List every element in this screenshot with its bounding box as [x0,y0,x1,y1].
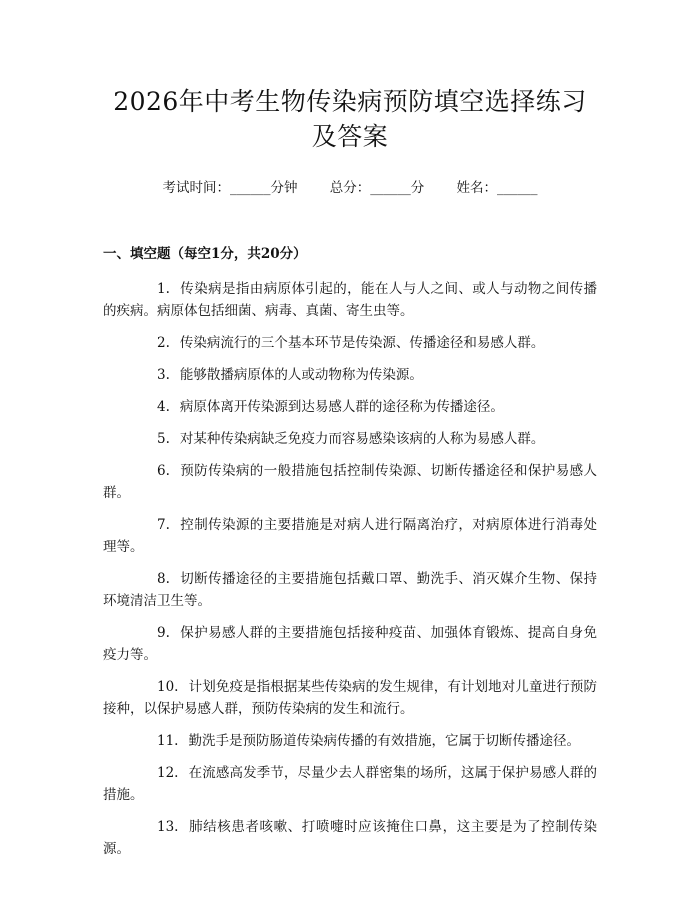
question-item [103,428,597,450]
question-item [103,364,597,386]
question-item [103,762,597,806]
question-item [103,278,597,322]
section-heading: 一、填空题（每空1分，共20分） [103,246,307,262]
exam-meta [103,178,597,198]
question-item [103,816,597,860]
question-text: 能够散播病原体的人或动物称为传染源。 [179,367,423,383]
name-label: 姓名：______ [456,180,538,196]
question-number: 4. [157,399,170,415]
document-title: 2026年中考生物传染病预防填空选择练习及答案 [113,87,587,151]
question-number: 3. [157,367,170,383]
question-number: 10. [157,679,179,695]
question-number: 8. [157,571,170,587]
question-number: 12. [157,765,179,781]
total-score-label: 总分：______分 [329,180,425,196]
question-text: 传染病流行的三个基本环节是传染源、传播途径和易感人群。 [179,335,545,351]
question-item [103,676,597,720]
question-text: 对某种传染病缺乏免疫力而容易感染该病的人称为易感人群。 [179,431,545,447]
question-number: 6. [157,463,170,479]
question-text: 传染病是指由病原体引起的，能在人与人之间、或人与动物之间传播的疾病。病原体包括细菌、病毒、真菌、寄生虫等。 [103,281,597,319]
question-text: 控制传染源的主要措施是对病人进行隔离治疗，对病原体进行消毒处理等。 [103,517,597,555]
exam-time-label: 考试时间：______分钟 [162,180,298,196]
question-text: 在流感高发季节，尽量少去人群密集的场所，这属于保护易感人群的措施。 [103,765,597,803]
question-number: 9. [157,625,170,641]
question-item [103,730,597,752]
question-text: 切断传播途径的主要措施包括戴口罩、勤洗手、消灭媒介生物、保持环境清洁卫生等。 [103,571,597,609]
question-item [103,514,597,558]
question-item [103,332,597,354]
question-number: 7. [157,517,170,533]
question-number: 1. [157,281,170,297]
question-list [103,278,597,860]
question-text: 保护易感人群的主要措施包括接种疫苗、加强体育锻炼、提高自身免疫力等。 [103,625,597,663]
question-text: 勤洗手是预防肠道传染病传播的有效措施，它属于切断传播途径。 [188,733,580,749]
question-number: 11. [157,733,179,749]
question-item [103,622,597,666]
question-item [103,460,597,504]
question-number: 13. [157,819,179,835]
question-text: 预防传染病的一般措施包括控制传染源、切断传播途径和保护易感人群。 [103,463,597,501]
question-text: 病原体离开传染源到达易感人群的途径称为传播途径。 [179,399,504,415]
question-text: 肺结核患者咳嗽、打喷嚏时应该掩住口鼻，这主要是为了控制传染源。 [103,819,597,857]
question-number: 2. [157,335,170,351]
question-number: 5. [157,431,170,447]
question-item [103,396,597,418]
question-text: 计划免疫是指根据某些传染病的发生规律，有计划地对儿童进行预防接种，以保护易感人群，预防传染病的发生和流行。 [103,679,597,717]
question-item [103,568,597,612]
